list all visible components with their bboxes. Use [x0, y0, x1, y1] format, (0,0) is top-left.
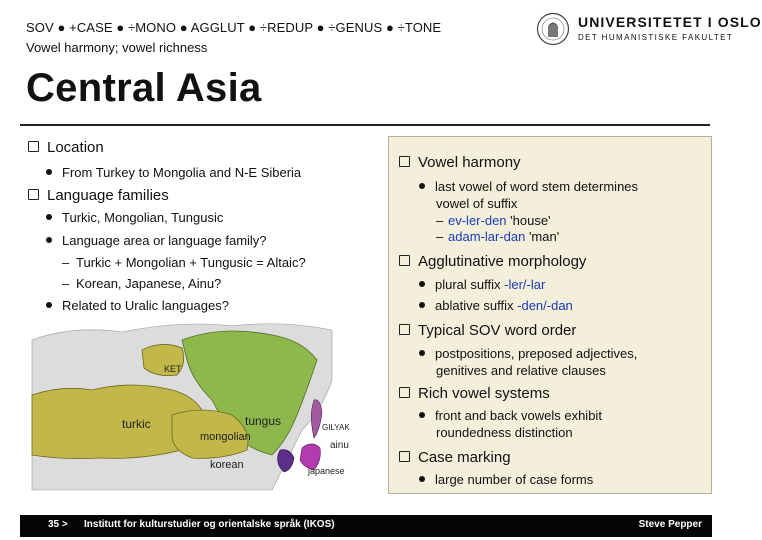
- families-heading: Language families: [28, 187, 169, 204]
- agglutinative-item: ablative suffix -den/-dan: [419, 298, 573, 313]
- vowel-harmony-item: last vowel of word stem determines: [419, 179, 638, 194]
- agglutinative-item: plural suffix -ler/-lar: [419, 277, 545, 292]
- feature-subtitle: Vowel harmony; vowel richness: [26, 40, 208, 55]
- author-name: Steve Pepper: [638, 519, 702, 530]
- families-item: Turkic, Mongolian, Tungusic: [46, 210, 223, 225]
- families-subitem: – Korean, Japanese, Ainu?: [62, 276, 222, 291]
- map-label-ket: KET: [164, 364, 182, 374]
- university-name: UNIVERSITETET I OSLO: [578, 14, 762, 30]
- bullet-dot-icon: [46, 237, 52, 243]
- bullet-dot-icon: [46, 302, 52, 308]
- map-label-korean: korean: [210, 459, 244, 471]
- checkbox-bullet-icon: [399, 387, 410, 398]
- vowel-harmony-example: – ev-ler-den 'house': [436, 213, 551, 228]
- map-label-ainu: ainu: [330, 440, 349, 451]
- map-label-gilyak: GILYAK: [322, 423, 350, 432]
- case-marking-heading: Case marking: [399, 449, 511, 466]
- footer-bar: [20, 515, 712, 537]
- bullet-dot-icon: [46, 169, 52, 175]
- sov-item-cont: genitives and relative clauses: [436, 363, 606, 378]
- families-item: Language area or language family?: [46, 233, 267, 248]
- feature-tags: SOV ● +CASE ● ÷MONO ● AGGLUT ● ÷REDUP ● ÷GENUS ● ÷TONE: [26, 20, 442, 35]
- vowel-systems-heading: Rich vowel systems: [399, 385, 550, 402]
- bullet-dot-icon: [419, 476, 425, 482]
- vowel-systems-item-cont: roundedness distinction: [436, 425, 573, 440]
- families-item: Related to Uralic languages?: [46, 298, 229, 313]
- bullet-dot-icon: [419, 302, 425, 308]
- checkbox-bullet-icon: [28, 189, 39, 200]
- page-title: Central Asia: [26, 66, 262, 110]
- sov-item: postpositions, preposed adjectives,: [419, 346, 637, 361]
- features-panel: [388, 136, 712, 494]
- vowel-harmony-heading: Vowel harmony: [399, 154, 521, 171]
- location-heading: Location: [28, 139, 104, 156]
- header-divider: [20, 124, 710, 126]
- page-number: 35 >: [48, 519, 68, 530]
- central-asia-language-map: [32, 320, 362, 500]
- vowel-systems-item: front and back vowels exhibit: [419, 408, 602, 423]
- map-label-japanese: japanese: [308, 466, 345, 476]
- bullet-dot-icon: [46, 214, 52, 220]
- map-label-mongolian: mongolian: [200, 431, 251, 443]
- vowel-harmony-item-cont: vowel of suffix: [436, 196, 518, 211]
- bullet-dot-icon: [419, 350, 425, 356]
- bullet-dot-icon: [419, 183, 425, 189]
- bullet-dot-icon: [419, 281, 425, 287]
- university-seal-icon: [536, 12, 570, 46]
- checkbox-bullet-icon: [399, 255, 410, 266]
- vowel-harmony-example: – adam-lar-dan 'man': [436, 229, 560, 244]
- checkbox-bullet-icon: [399, 156, 410, 167]
- checkbox-bullet-icon: [28, 141, 39, 152]
- map-label-tungus: tungus: [245, 414, 282, 428]
- families-subitem: – Turkic + Mongolian + Tungusic = Altaic?: [62, 255, 306, 270]
- case-marking-item: large number of case forms: [419, 472, 593, 487]
- bullet-dot-icon: [419, 412, 425, 418]
- sov-heading: Typical SOV word order: [399, 322, 576, 339]
- checkbox-bullet-icon: [399, 451, 410, 462]
- agglutinative-heading: Agglutinative morphology: [399, 253, 586, 270]
- checkbox-bullet-icon: [399, 324, 410, 335]
- map-label-turkic: turkic: [122, 417, 151, 431]
- location-item: From Turkey to Mongolia and N-E Siberia: [46, 165, 301, 180]
- institute-name: Institutt for kulturstudier og orientalske språk (IKOS): [84, 519, 335, 530]
- faculty-name: DET HUMANISTISKE FAKULTET: [578, 33, 734, 42]
